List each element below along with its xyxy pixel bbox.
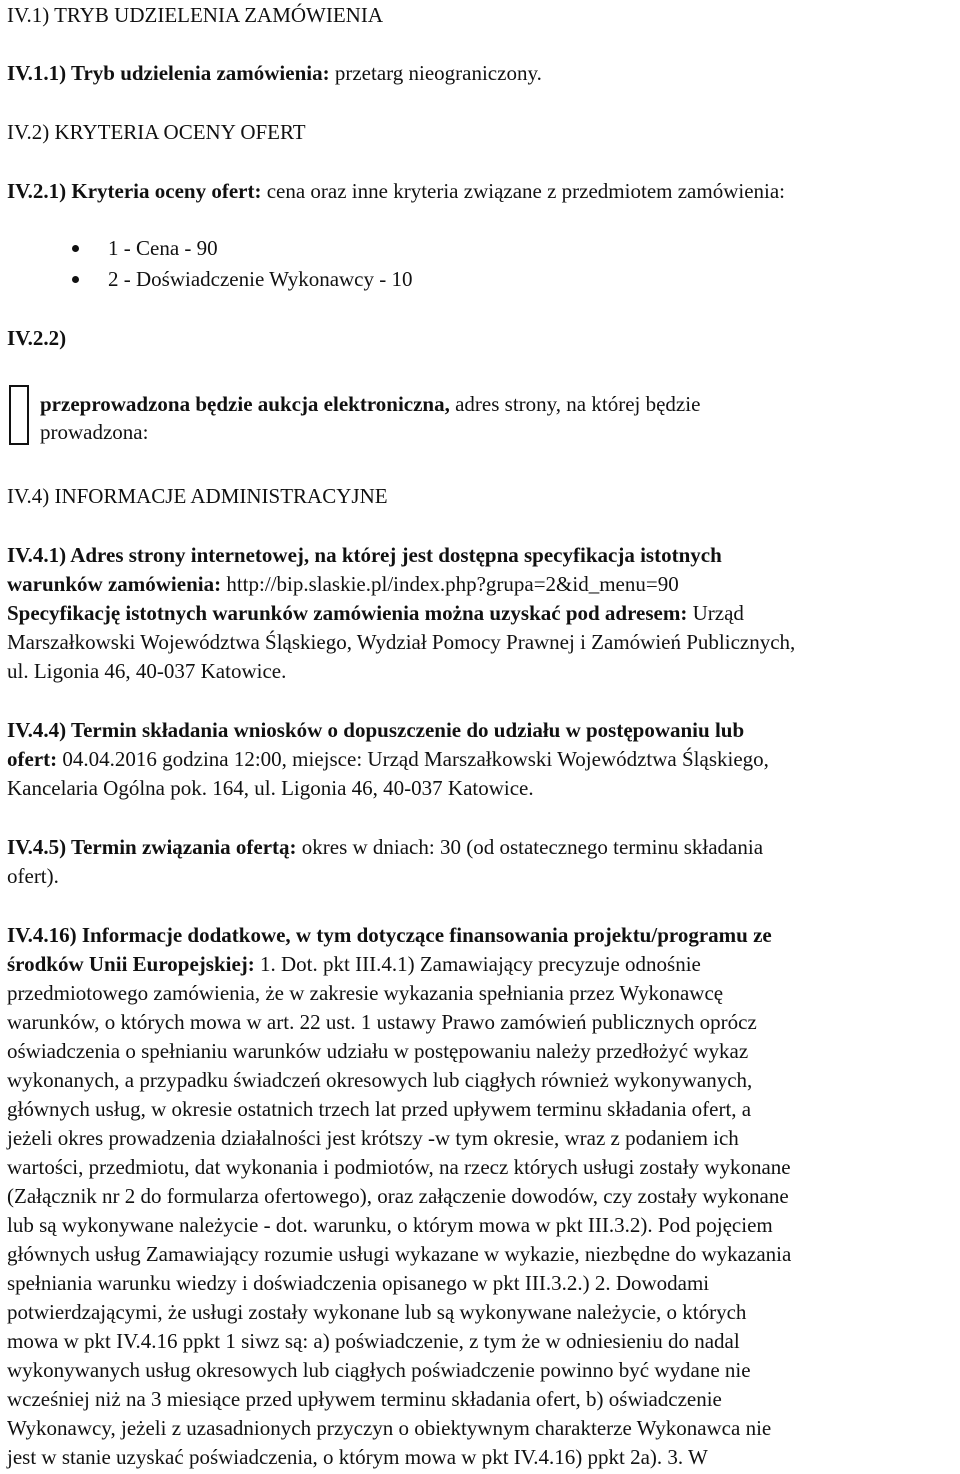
section-iv1-heading: IV.1) TRYB UDZIELENIA ZAMÓWIENIA [7, 3, 384, 27]
auction-rest-text: adres strony, na której będzie [449, 392, 701, 416]
body-line: mowa w pkt IV.4.16 ppkt 1 siwz są: a) poświadczenie, z tym że w odniesieniu do nadal [7, 1329, 740, 1353]
iv1-1-value: przetarg nieograniczony. [329, 61, 542, 85]
section-iv4-16-line-2 [7, 950, 701, 978]
section-iv2-heading: IV.2) KRYTERIA OCENY OFERT [7, 120, 306, 144]
bullet-icon [72, 276, 79, 283]
body-line: wcześniej niż na 3 miesiące przed upływem terminu składania ofert, b) oświadczenie [7, 1387, 722, 1411]
spec-bold: Specyfikację istotnych warunków zamówienia można uzyskać pod adresem: [7, 601, 688, 625]
body-line: warunków, o których mowa w art. 22 ust. 1 ustawy Prawo zamówień publicznych oprócz [7, 1010, 757, 1034]
iv4-16-bold: środków Unii Europejskiej: [7, 952, 255, 976]
spec-line-3: ul. Ligonia 46, 40-037 Katowice. [7, 659, 287, 683]
body-line: głównych usług, w okresie ostatnich trzech lat przed upływem terminu składania ofert, a [7, 1097, 752, 1121]
body-line: lub są wykonywane należycie - dot. warunku, o którym mowa w pkt III.3.2). Pod pojęciem [7, 1213, 773, 1237]
body-line: (Załącznik nr 2 do formularza ofertowego), oraz załączenie dowodów, czy zostały wykonane [7, 1184, 789, 1208]
section-iv4-1-line-2 [7, 570, 679, 598]
section-iv4-4-line-3: Kancelaria Ogólna pok. 164, ul. Ligonia 46, 40-037 Katowice. [7, 776, 534, 800]
spec-line-1 [7, 599, 744, 627]
section-iv4-4-line-2 [7, 745, 769, 773]
body-line: potwierdzającymi, że usługi zostały wykonane lub są wykonywane należycie, o których [7, 1300, 747, 1324]
iv1-1-label: IV.1.1) Tryb udzielenia zamówienia: [7, 61, 330, 85]
section-iv1-1 [7, 59, 542, 87]
iv2-1-label: IV.2.1) Kryteria oceny ofert: [7, 179, 262, 203]
auction-line-1 [40, 390, 700, 418]
spec-url-link[interactable]: http://bip.slaskie.pl/index.php?grupa=2&id_menu=90 [221, 572, 679, 596]
section-iv4-4-line-1: IV.4.4) Termin składania wniosków o dopuszczenie do udziału w postępowaniu lub [7, 718, 745, 742]
body-line: głównych usług Zamawiający rozumie usługi wykazane w wykazie, niezbędne do wykazania [7, 1242, 792, 1266]
body-line: wykonanych, a przypadku świadczeń okresowych lub ciągłych również wykonywanych, [7, 1068, 753, 1092]
body-line: spełniania warunku wiedzy i doświadczenia opisanego w pkt III.3.2.) 2. Dowodami [7, 1271, 710, 1295]
iv4-4-bold: ofert: [7, 747, 58, 771]
iv4-16-rest: 1. Dot. pkt III.4.1) Zamawiający precyzuje odnośnie [254, 952, 701, 976]
iv4-4-rest: 04.04.2016 godzina 12:00, miejsce: Urząd Marszałkowski Województwa Śląskiego, [57, 747, 769, 771]
auction-bold-text: przeprowadzona będzie aukcja elektroniczna, [40, 392, 450, 416]
auction-checkbox[interactable] [9, 385, 29, 445]
iv4-1-bold: warunków zamówienia: [7, 572, 222, 596]
iv4-5-bold: IV.4.5) Termin związania ofertą: [7, 835, 297, 859]
body-line: Wykonawcy, jeżeli z uzasadnionych przyczyn o obiektywnym charakterze Wykonawca nie [7, 1416, 772, 1440]
body-line: jeżeli okres prowadzenia działalności jest krótszy -w tym okresie, wraz z podaniem ich [7, 1126, 739, 1150]
spec-rest: Urząd [687, 601, 744, 625]
criteria-item-text: 2 - Doświadczenie Wykonawcy - 10 [108, 267, 413, 291]
section-iv4-5-line-1 [7, 833, 763, 861]
iv4-5-rest: okres w dniach: 30 (od ostatecznego terminu składania [296, 835, 764, 859]
body-line: oświadczenia o spełnianiu warunków udziału w postępowaniu należy przedłożyć wykaz [7, 1039, 749, 1063]
section-iv4-16-line-1: IV.4.16) Informacje dodatkowe, w tym dotyczące finansowania projektu/programu ze [7, 923, 772, 947]
body-line: jest w stanie uzyskać poświadczenia, o którym mowa w pkt IV.4.16) ppkt 2a). 3. W [7, 1445, 708, 1469]
iv2-1-value: cena oraz inne kryteria związane z przedmiotem zamówienia: [261, 179, 786, 203]
section-iv2-1 [7, 177, 785, 205]
section-iv4-5-line-2: ofert). [7, 864, 59, 888]
section-iv2-2: IV.2.2) [7, 326, 67, 350]
criteria-item-text: 1 - Cena - 90 [108, 236, 218, 260]
body-line: wykonywanych usług okresowych lub ciągłych poświadczenie powinno być wydane nie [7, 1358, 751, 1382]
auction-line-2: prowadzona: [40, 420, 149, 444]
section-iv4-heading: IV.4) INFORMACJE ADMINISTRACYJNE [7, 484, 388, 508]
bullet-icon [72, 245, 79, 252]
body-line: wartości, przedmiotu, dat wykonania i podmiotów, na rzecz których usługi zostały wykonane [7, 1155, 791, 1179]
spec-line-2: Marszałkowski Województwa Śląskiego, Wydział Pomocy Prawnej i Zamówień Publicznych, [7, 630, 796, 654]
body-line: przedmiotowego zamówienia, że w zakresie wykazania spełniania przez Wykonawcę [7, 981, 724, 1005]
section-iv4-1-line-1: IV.4.1) Adres strony internetowej, na której jest dostępna specyfikacja istotnych [7, 543, 722, 567]
